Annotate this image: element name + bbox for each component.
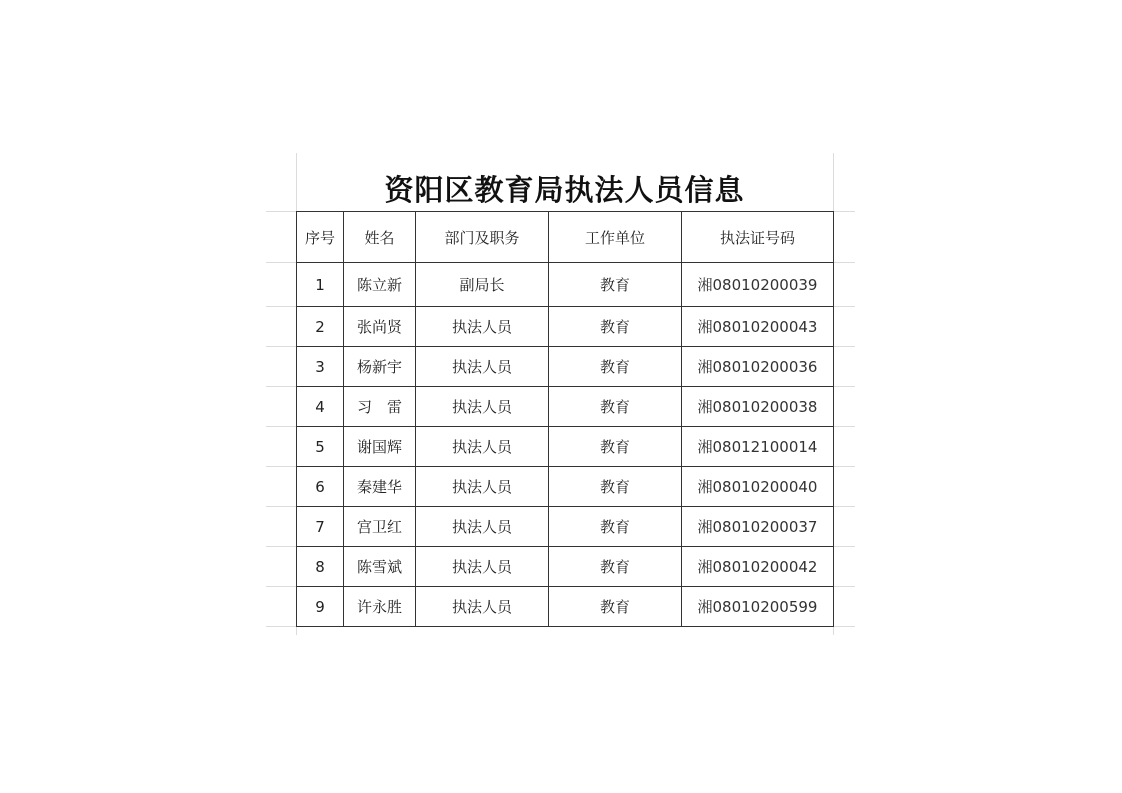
cell-work-unit: 教育 — [549, 387, 682, 427]
cell-work-unit: 教育 — [549, 547, 682, 587]
cell-certificate: 湘08010200037 — [682, 507, 834, 547]
header-certificate-number: 执法证号码 — [682, 212, 834, 263]
table-row — [297, 587, 834, 627]
cell-seq: 9 — [297, 587, 344, 627]
cell-work-unit: 教育 — [549, 427, 682, 467]
cell-certificate: 湘08010200042 — [682, 547, 834, 587]
cell-certificate: 湘08010200043 — [682, 307, 834, 347]
table-row — [297, 547, 834, 587]
header-seq: 序号 — [297, 212, 344, 263]
cell-name: 陈立新 — [344, 263, 416, 307]
cell-seq: 5 — [297, 427, 344, 467]
cell-certificate: 湘08010200038 — [682, 387, 834, 427]
cell-certificate: 湘08010200036 — [682, 347, 834, 387]
cell-name: 秦建华 — [344, 467, 416, 507]
cell-certificate: 湘08012100014 — [682, 427, 834, 467]
cell-certificate: 湘08010200039 — [682, 263, 834, 307]
cell-work-unit: 教育 — [549, 587, 682, 627]
cell-name: 杨新宇 — [344, 347, 416, 387]
cell-position: 执法人员 — [416, 507, 549, 547]
cell-seq: 8 — [297, 547, 344, 587]
header-department-position: 部门及职务 — [416, 212, 549, 263]
cell-work-unit: 教育 — [549, 307, 682, 347]
cell-certificate: 湘08010200599 — [682, 587, 834, 627]
cell-work-unit: 教育 — [549, 467, 682, 507]
cell-seq: 7 — [297, 507, 344, 547]
cell-certificate: 湘08010200040 — [682, 467, 834, 507]
cell-position: 副局长 — [416, 263, 549, 307]
cell-name: 张尚贤 — [344, 307, 416, 347]
document-title: 资阳区教育局执法人员信息 — [384, 173, 745, 207]
personnel-table — [296, 211, 834, 627]
cell-work-unit: 教育 — [549, 347, 682, 387]
header-work-unit: 工作单位 — [549, 212, 682, 263]
cell-position: 执法人员 — [416, 307, 549, 347]
table-row — [297, 307, 834, 347]
table-row — [297, 387, 834, 427]
cell-seq: 2 — [297, 307, 344, 347]
table-header-row — [297, 212, 834, 263]
cell-seq: 4 — [297, 387, 344, 427]
cell-seq: 3 — [297, 347, 344, 387]
cell-name: 宫卫红 — [344, 507, 416, 547]
cell-position: 执法人员 — [416, 467, 549, 507]
cell-name: 谢国辉 — [344, 427, 416, 467]
cell-position: 执法人员 — [416, 587, 549, 627]
header-name: 姓名 — [344, 212, 416, 263]
table-row — [297, 427, 834, 467]
cell-name: 陈雪斌 — [344, 547, 416, 587]
cell-seq: 1 — [297, 263, 344, 307]
cell-position: 执法人员 — [416, 547, 549, 587]
table-row — [297, 507, 834, 547]
cell-name: 习 雷 — [344, 387, 416, 427]
cell-position: 执法人员 — [416, 347, 549, 387]
table-row — [297, 263, 834, 307]
cell-seq: 6 — [297, 467, 344, 507]
cell-work-unit: 教育 — [549, 263, 682, 307]
cell-name: 许永胜 — [344, 587, 416, 627]
cell-position: 执法人员 — [416, 427, 549, 467]
cell-position: 执法人员 — [416, 387, 549, 427]
table-row — [297, 347, 834, 387]
table-row — [297, 467, 834, 507]
cell-work-unit: 教育 — [549, 507, 682, 547]
